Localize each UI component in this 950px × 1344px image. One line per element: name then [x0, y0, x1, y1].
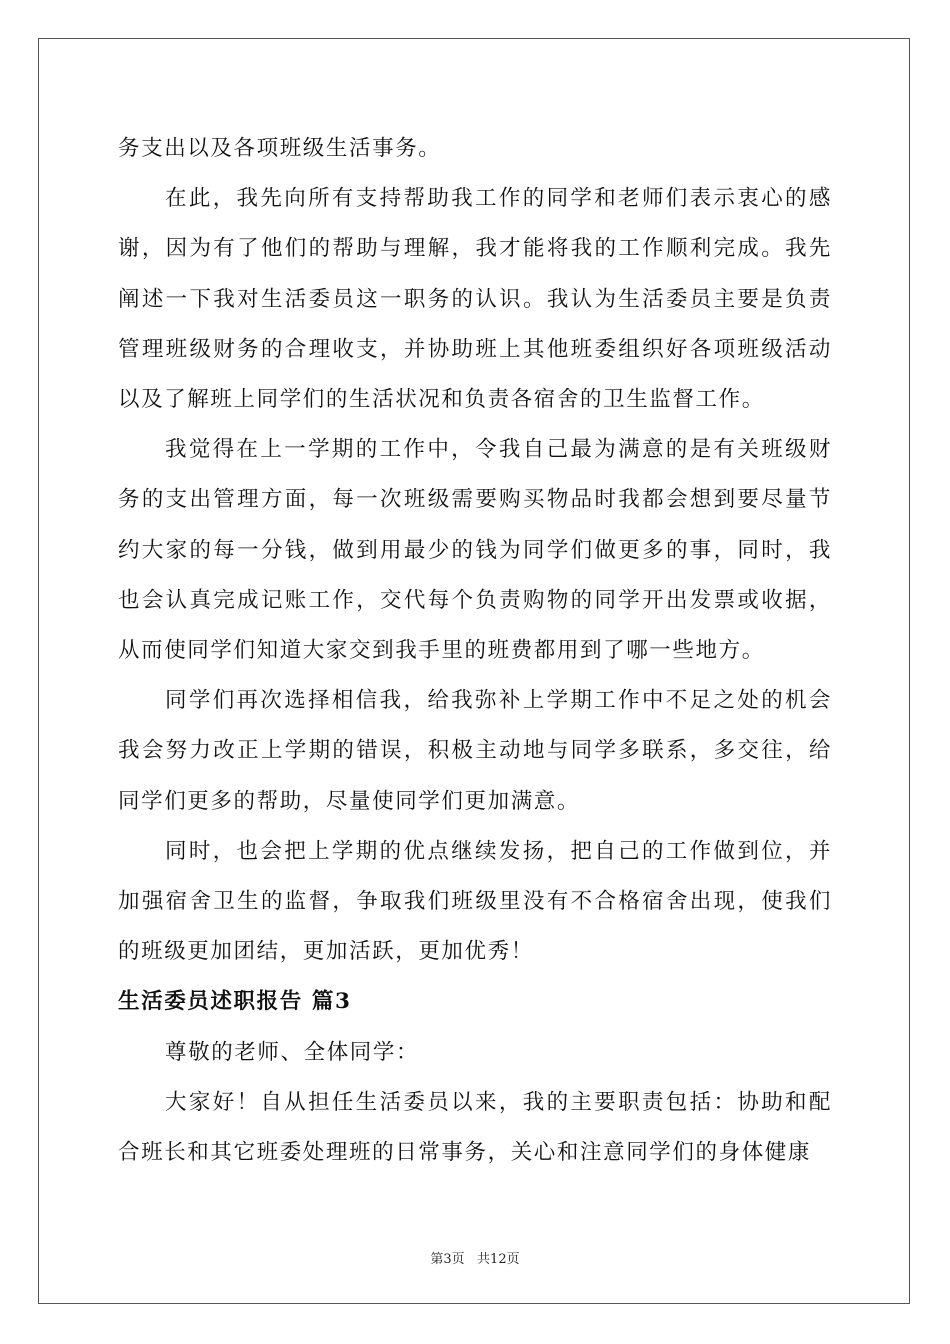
paragraph-4: 同学们再次选择相信我，给我弥补上学期工作中不足之处的机会我会努力改正上学期的错误，积极主动地与同学多联系，多交往，给同学们更多的帮助，尽量使同学们更加满意。 [118, 688, 832, 814]
section-heading: 生活委员述职报告 篇3 [118, 989, 352, 1015]
paragraph-6: 大家好！自从担任生活委员以来，我的主要职责包括：协助和配合班长和其它班委处理班的日常事务，关心和注意同学们的身体健康 [118, 1089, 832, 1166]
document-body [118, 124, 832, 1178]
paragraph-1: 务支出以及各项班级生活事务。 [118, 136, 442, 161]
salutation: 尊敬的老师、全体同学： [165, 1039, 420, 1065]
paragraph-5: 同时，也会把上学期的优点继续发扬，把自己的工作做到位，并加强宿舍卫生的监督，争取我们班级里没有不合格宿舍出现，使我们的班级更加团结，更加活跃，更加优秀！ [118, 838, 832, 965]
paragraph-3: 我觉得在上一学期的工作中，令我自己最为满意的是有关班级财务的支出管理方面，每一次班级需要购买物品时我都会想到要尽量节约大家的每一分钱，做到用最少的钱为同学们做更多的事，同时，我也会认真完成记账工作，交代每个负责购物的同学开出发票或收据，从而使同学们知道大家交到我手里的班费都用到了哪一些地方。 [118, 437, 832, 664]
page-number-footer: 第3页 共12页 [430, 1252, 520, 1267]
paragraph-2: 在此，我先向所有支持帮助我工作的同学和老师们表示衷心的感谢，因为有了他们的帮助与理解，我才能将我的工作顺利完成。我先阐述一下我对生活委员这一职务的认识。我认为生活委员主要是负责管理班级财务的合理收支，并协助班上其他班委组织好各项班级活动以及了解班上同学们的生活状况和负责各宿舍的卫生监督工作。 [118, 186, 832, 413]
